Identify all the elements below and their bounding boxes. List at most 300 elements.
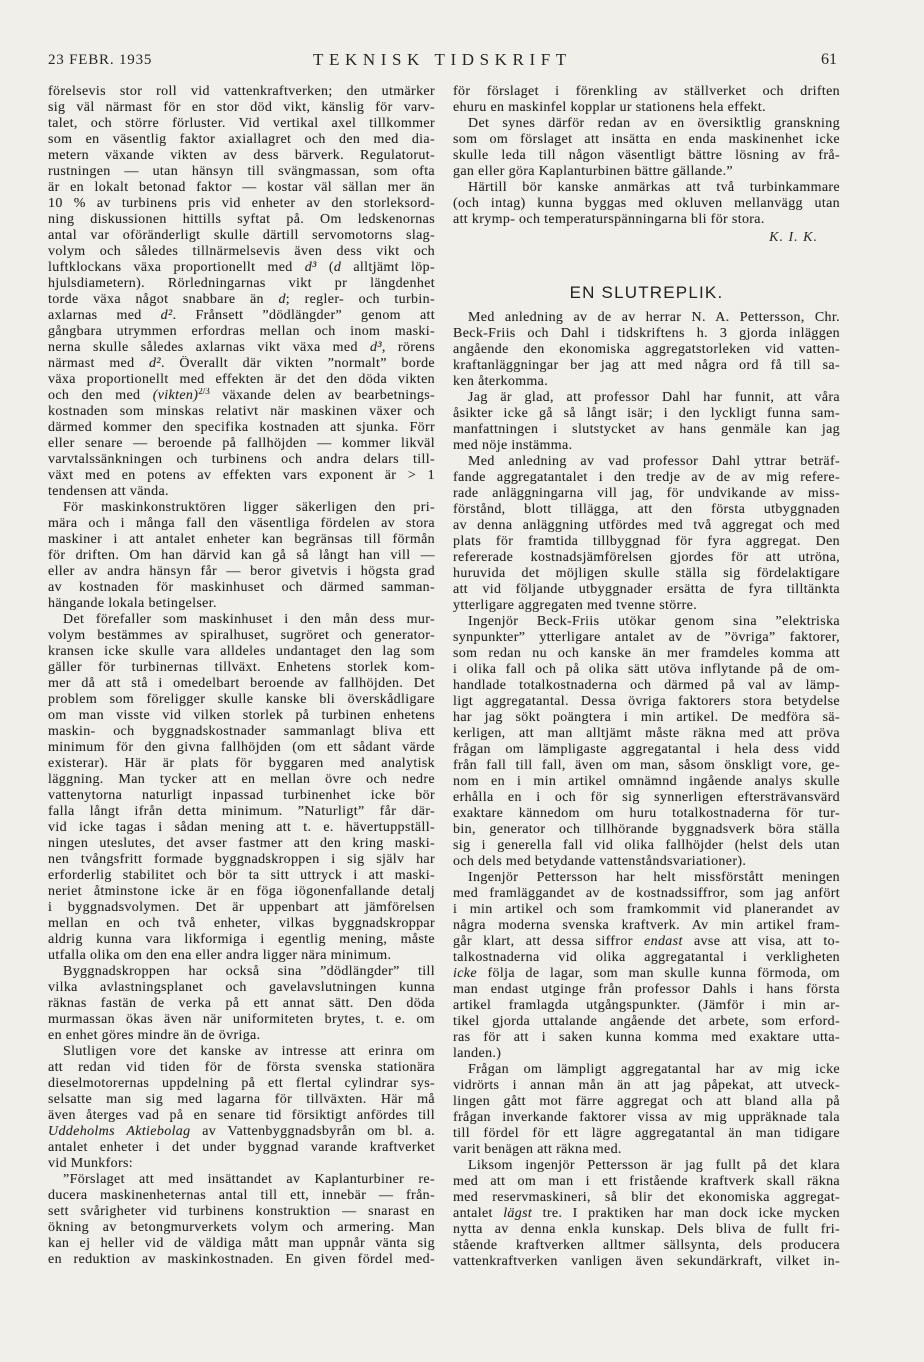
line-text: selsatte man sig med lagarna för tillväxten. Här må [48, 1092, 435, 1107]
text-line [48, 532, 435, 548]
paragraph [48, 964, 435, 1044]
line-text: volym bestämmes av spiralhuset, sugröret och generator- [48, 628, 435, 643]
text-line [48, 516, 435, 532]
line-text: exaktare kännedom om huru totalkostnaderna för tur- [453, 806, 840, 821]
italic-text: icke [453, 966, 477, 981]
text-line [48, 388, 435, 404]
text-line [48, 404, 435, 420]
text-line [48, 788, 435, 804]
line-text: eller av andra hänsyn får — beror givetvis i högsta grad [48, 564, 435, 579]
line-text: rustningen — utan hänsyn till svängmassan, som ofta [48, 164, 435, 179]
line-text: vid icke tagas i sådan mening att t. e. hävertuppställ- [48, 820, 435, 835]
line-text: plats för framtida tillbyggnad för fyra aggregat. Den [453, 534, 840, 549]
line-text: existerar). Här är plats för byggaren med analytisk [48, 756, 435, 771]
line-text: . Överallt där vikten ”normalt” borde [160, 356, 435, 371]
text-line [453, 566, 840, 582]
text-line [453, 1046, 840, 1062]
paragraph [453, 390, 840, 454]
line-text: en enhet göres mindre än de övriga. [48, 1028, 261, 1043]
line-text: alltjämt löp- [341, 260, 435, 275]
text-line [453, 342, 840, 358]
text-line [48, 1028, 435, 1044]
line-text: kan ej heller vid de väldiga mått man uppnår vänta sig [48, 1236, 435, 1251]
line-text: har jag sökt poängtera i min artikel. De medföra sä- [453, 710, 840, 725]
text-line [453, 998, 840, 1014]
text-line [453, 710, 840, 726]
line-text: ytterligare aggregaten med tvenne större. [453, 598, 698, 613]
text-line [48, 452, 435, 468]
line-text: med nöje instämma. [453, 438, 573, 453]
text-line [453, 1174, 840, 1190]
line-text: som redan nu och kanske än mer framdeles komma att [453, 646, 840, 661]
text-line [48, 1076, 435, 1092]
text-line [48, 868, 435, 884]
line-text: fande aggregatantalet i den tredje av de av mig refere- [453, 470, 840, 485]
text-line [48, 820, 435, 836]
text-line [453, 822, 840, 838]
text-line [453, 1078, 840, 1094]
paragraph [453, 310, 840, 390]
line-text: tre. I praktiken har man dock icke mycken [532, 1206, 840, 1221]
line-text: Det förefaller som maskinhuset i den mån dess mur- [63, 612, 435, 627]
text-line [48, 644, 435, 660]
line-text: maskin- och byggnadskostnader sammanlagt bliva ett [48, 724, 435, 739]
line-text: frågan om lämpligaste aggregatantal i hela dess vidd [453, 742, 840, 757]
text-line [453, 854, 840, 870]
italic-text: endast [644, 934, 683, 949]
line-text: mer då att stå i omedelbart beroende av fallhöjden. Det [48, 676, 435, 691]
text-line [453, 1062, 840, 1078]
text-line [48, 948, 435, 964]
issue-date: 23 FEBR. 1935 [48, 52, 153, 68]
line-text: minimum för den givna fallhöjden (om ett sådant värde [48, 740, 435, 755]
text-line [453, 1126, 840, 1142]
line-text: huruvida det möjligen skulle ställa sig fördelaktigare [453, 566, 840, 581]
paragraph [453, 870, 840, 1062]
line-text: Med anledning av vad professor Dahl yttrar beträf- [468, 454, 840, 469]
line-text: landen.) [453, 1046, 502, 1061]
line-text: eller senare — beroende på fallhöjden — kommer likväl [48, 436, 435, 451]
text-line [453, 212, 840, 228]
text-line [453, 678, 840, 694]
line-text: skulle leda till någon väsentligt bättre lösning av frå- [453, 148, 840, 163]
text-line [48, 964, 435, 980]
line-text: sig väl närmast för en stor död vikt, känslig för varv- [48, 100, 435, 115]
text-line [453, 806, 840, 822]
line-text: handlade totalkostnaderna och därmed på val av lämp- [453, 678, 840, 693]
line-text: manfattningen i slutstycket av hans genmäle kan jag [453, 422, 840, 437]
line-text: ökning av betongmurverkets volym och armering. Man [48, 1220, 435, 1235]
line-text: som om förslaget att insätta en enda maskinenhet icke [453, 132, 840, 147]
text-line [453, 180, 840, 196]
superscript-text: 2/3 [198, 388, 210, 396]
line-text: Frågan om lämpligt aggregatantal har av mig icke [468, 1062, 840, 1077]
line-text: gäller för turbinernas tillväxt. Enhetens storlek kom- [48, 660, 435, 675]
line-text: luftklockans växa proportionellt med [48, 260, 305, 275]
text-line [48, 1092, 435, 1108]
line-text: nytta av denna enkla kunskap. Dels bliva de fullt fri- [453, 1222, 840, 1237]
line-text: man endast utginge från professor Dahls i hans första [453, 982, 840, 997]
line-text: att krymp- och temperaturspänningarna bli för stora. [453, 212, 765, 227]
line-text: lingen gått mot färre aggregat och att bland alla på [453, 1094, 840, 1109]
line-text: och den med [48, 388, 153, 403]
text-line [453, 1094, 840, 1110]
line-text: antalet enheter i det under byggnad varande kraftverket [48, 1140, 435, 1155]
text-line [453, 502, 840, 518]
line-text: axlarnas med [48, 308, 161, 323]
line-text: för förslaget i förenkling av ställverket och driften [453, 84, 840, 99]
text-line [453, 662, 840, 678]
paragraph [48, 1172, 435, 1268]
text-line [453, 148, 840, 164]
line-text: erhålla en i och för sig synnerligen eftersträvansvärd [453, 790, 840, 805]
line-text: mära och i många fall den väsentliga fördelen av stora [48, 516, 435, 531]
line-text: vid Munkfors: [48, 1156, 134, 1171]
text-line [48, 500, 435, 516]
paragraph [453, 180, 840, 228]
text-line [48, 100, 435, 116]
text-line [48, 804, 435, 820]
line-text: 10 % av turbinens pris vid enheter av den storleksord- [48, 196, 435, 211]
line-text: hjulsdiametern). Rörledningarnas vikt pr längdenhet [48, 276, 435, 291]
line-text: dieselmotorernas uppdelning på ett flertal cylindrar sys- [48, 1076, 435, 1091]
line-text: går klart, att dessa siffror [453, 934, 645, 949]
line-text: även återges vad på en senare tid försiktigt anfördes till [48, 1108, 435, 1123]
text-line [453, 1222, 840, 1238]
line-text: förelsevis stor roll vid vattenkraftverken; den utmärker [48, 84, 435, 99]
line-text: murmassan ökas även när uniformiteten brytes, t. e. om [48, 1012, 435, 1027]
slutreplik-body [453, 310, 840, 1270]
text-line [48, 836, 435, 852]
text-line [48, 372, 435, 388]
line-text: frågan inverkande faktorer vissa av mig uppräknade tala [453, 1110, 840, 1125]
line-text: Ingenjör Pettersson har helt missförstått meningen [468, 870, 840, 885]
text-line [48, 164, 435, 180]
text-line [453, 116, 840, 132]
line-text: förstånd, blott tillägga, att den första utbyggnaden [453, 502, 840, 517]
line-text: Härtill bör kanske anmärkas att två turbinkammare [468, 180, 840, 195]
text-line [48, 612, 435, 628]
line-text: angående den ekonomiska aggregatstorleken vid vatten- [453, 342, 840, 357]
line-text: ligt aggregatantal. Dessa övriga faktorers stora betydelse [453, 694, 840, 709]
text-line [453, 1238, 840, 1254]
line-text: erforderlig stabilitet och bör ta sitt uttryck i att maski- [48, 868, 435, 883]
text-line [48, 260, 435, 276]
line-text: åsikter icke gå så långt isär; i den lyckligt funna sam- [453, 406, 840, 421]
line-text: i byggnadsvolymen. Det är uppenbart att jämförelsen [48, 900, 435, 915]
text-line [48, 884, 435, 900]
line-text: synpunkter” ytterligare antalet av de ”övriga” faktorer, [453, 630, 840, 645]
text-line [48, 660, 435, 676]
line-text: tikel gjorda uttalande angående det arbete, som erford- [453, 1014, 840, 1029]
line-text: gångbara utrymmen erfordras mellan och inom maski- [48, 324, 435, 339]
paragraph [453, 84, 840, 116]
paragraph [453, 454, 840, 614]
text-line [48, 132, 435, 148]
line-text: i min artikel och som framkommit vid planerandet av [453, 902, 840, 917]
line-text: med framläggandet av de kostnadssiffror, som jag anfört [453, 886, 840, 901]
line-text: refererade kostnadsjämförelsen gjordes för att utröna, [453, 550, 840, 565]
line-text: läggning. Man tycker att en mellan övre och nedre [48, 772, 435, 787]
line-text: därmed kommer den specifika kostnaden att sjunka. Förr [48, 420, 435, 435]
line-text: några moderna svenska kraftverk. Av min artikel fram- [453, 918, 840, 933]
text-line [48, 740, 435, 756]
text-line [453, 902, 840, 918]
paragraph [48, 612, 435, 964]
line-text: volym och således tillnärmelsevis även dess vikt och [48, 244, 435, 259]
line-text: ken återkomma. [453, 374, 549, 389]
text-line [453, 950, 840, 966]
text-line [48, 724, 435, 740]
line-text: problem som föreligger skulle kanske bli överskådligare [48, 692, 435, 707]
line-text: . Frånsett ”dödlängder” genom att [172, 308, 435, 323]
text-line [453, 1110, 840, 1126]
line-text: sett svårigheter vid turbinens konstruktion — snarast en [48, 1204, 435, 1219]
text-line [48, 356, 435, 372]
italic-text: d² [160, 308, 173, 323]
line-text: med reservmaskineri, så blir det ekonomiska aggregat- [453, 1190, 840, 1205]
italic-text: Uddeholms Aktiebolag [48, 1124, 191, 1139]
text-line [48, 564, 435, 580]
line-text: ; regler- och turbin- [285, 292, 435, 307]
text-line [453, 742, 840, 758]
text-line [453, 598, 840, 614]
text-line [48, 1204, 435, 1220]
text-line [48, 1140, 435, 1156]
text-line [48, 292, 435, 308]
line-text: och dels med betydande vattenståndsvariationer). [453, 854, 747, 869]
line-text: Ingenjör Beck-Friis utökar genom sina ”elektriska [468, 614, 840, 629]
line-text: Byggnadskroppen har också sina ”dödlängder” till [63, 964, 435, 979]
text-line [453, 390, 840, 406]
text-line [453, 934, 840, 950]
text-line [48, 996, 435, 1012]
text-line [48, 244, 435, 260]
line-text: växt med en potens av effekten vars exponent är > 1 [48, 468, 435, 483]
line-text: räknas fastän de verka på ett annat sätt. Den döda [48, 996, 435, 1011]
text-line [453, 966, 840, 982]
text-line [453, 870, 840, 886]
text-line [453, 758, 840, 774]
text-line [453, 982, 840, 998]
line-text: växa proportionellt med effekten är det den döda vikten [48, 372, 435, 387]
line-text: ras för att i saken kunna komma med exaktare utta- [453, 1030, 840, 1045]
line-text: antal var oföränderligt skulle därtill servomotorns slag- [48, 228, 435, 243]
text-line [453, 646, 840, 662]
text-line [453, 518, 840, 534]
text-line [48, 468, 435, 484]
line-text: med att om man i ett fristående kraftverk skall räkna [453, 1174, 840, 1189]
paragraph [453, 116, 840, 180]
italic-text: (vikten) [152, 388, 199, 403]
text-line [48, 1156, 435, 1172]
journal-title: TEKNISK TIDSKRIFT [313, 50, 572, 69]
text-line [453, 550, 840, 566]
text-line [48, 676, 435, 692]
text-line [453, 1158, 840, 1174]
text-line [48, 756, 435, 772]
line-text: ehuru en maskinfel kopplar ur stationens hela effekt. [453, 100, 766, 115]
text-line [48, 116, 435, 132]
text-line [48, 1236, 435, 1252]
text-line [48, 596, 435, 612]
text-line [453, 582, 840, 598]
line-text: Det synes därför redan av en översiktlig granskning [468, 116, 840, 131]
text-line [48, 1044, 435, 1060]
line-text: nerna skulle således axlarnas vikt växa med [48, 340, 370, 355]
line-text: neriet åtminstone icke är en föga iögonenfallande detalj [48, 884, 435, 899]
line-text: vattenytorna naturligt inpassad turbinenhet icke bör [48, 788, 435, 803]
line-text: antalet [453, 1206, 504, 1221]
text-line [453, 534, 840, 550]
line-text: utfalla olika om den ena eller andra ligger nära minimum. [48, 948, 392, 963]
text-line [453, 100, 840, 116]
line-text: rade anläggningarna vill jag, för undvikande av miss- [453, 486, 840, 501]
text-line [453, 838, 840, 854]
paragraph [453, 614, 840, 870]
line-text: om man visste vid vilken storlek på turbinen enhetens [48, 708, 435, 723]
line-text: Liksom ingenjör Pettersson är jag fullt på det klara [468, 1158, 840, 1173]
text-line [48, 340, 435, 356]
text-line [48, 276, 435, 292]
text-line [48, 180, 435, 196]
line-text: vilka avlastningsplanet och gavelavslutningen kunna [48, 980, 435, 995]
text-line [48, 1188, 435, 1204]
line-text: till fördel för ett lägre aggregatantal än man tidigare [453, 1126, 840, 1141]
text-line [48, 1220, 435, 1236]
text-line [48, 196, 435, 212]
text-line [48, 84, 435, 100]
line-text: närmast med [48, 356, 150, 371]
text-line [48, 900, 435, 916]
text-line [48, 916, 435, 932]
line-text: som en väsentlig faktor axiallagret och den med dia- [48, 132, 435, 147]
page-number: 61 [821, 51, 837, 68]
paragraph [453, 1062, 840, 1158]
line-text: av denna anläggning utfördes med två aggregat och med [453, 518, 840, 533]
line-text: nom en i min artikel omnämnd ingående analys skulle [453, 774, 840, 789]
text-line [453, 694, 840, 710]
line-text: tendensen att vända. [48, 484, 169, 499]
line-text: ning diskussionen hittills syftat på. Om ledskenornas [48, 212, 435, 227]
text-line [48, 692, 435, 708]
italic-text: d³ [304, 260, 317, 275]
text-line [453, 790, 840, 806]
line-text: , rörens [381, 340, 435, 355]
text-line [453, 1014, 840, 1030]
text-line [453, 630, 840, 646]
line-text: artikel framlagda utgångspunkter. (Jämför i min ar- [453, 998, 840, 1013]
line-text: stående kraftverken alltmer sällsynta, dels producera [453, 1238, 840, 1253]
line-text: växande delen av bearbetnings- [209, 388, 435, 403]
text-line [453, 374, 840, 390]
text-line [453, 438, 840, 454]
line-text: maskiner i att antalet enheter kan begränsas till förmån [48, 532, 435, 547]
text-line [48, 228, 435, 244]
text-line [453, 1190, 840, 1206]
text-line [453, 774, 840, 790]
text-line [453, 84, 840, 100]
paragraph [48, 84, 435, 500]
line-text: gan eller göra Kaplanturbinen bättre gällande.” [453, 164, 733, 179]
text-line [48, 708, 435, 724]
line-text: torde växa något snabbare än [48, 292, 279, 307]
line-text: vattenkraftverken vanligen även sekundärkraft, vilket in- [453, 1254, 840, 1269]
text-line [48, 628, 435, 644]
line-text: kostnaden som minskas relativt när maskinen växer och [48, 404, 435, 419]
text-line [453, 486, 840, 502]
line-text: (och intag) kunna byggas med okluven mellanvägg utan [453, 196, 840, 211]
text-line [453, 1142, 840, 1158]
line-text: ningen uteslutes, det avser fastmer att den kring maski- [48, 836, 435, 851]
line-text: hängande lokala betingelser. [48, 596, 217, 611]
line-text: är en lokalt betonad faktor — kostar väl sällan mer än [48, 180, 435, 195]
line-text: varit benägen att räkna med. [453, 1142, 622, 1157]
paragraph [48, 1044, 435, 1172]
text-line [453, 164, 840, 180]
italic-text: d² [149, 356, 161, 371]
text-line [453, 422, 840, 438]
line-text: aldrig kunna vara likformiga i egentlig mening, måste [48, 932, 435, 947]
line-text: talet, och större förluster. Vid vertikal axel tillkommer [48, 116, 435, 131]
paragraph [48, 500, 435, 612]
text-line [48, 308, 435, 324]
line-text: talkostnaderna vid olika aggregatantal i verkligheten [453, 950, 840, 965]
text-line [48, 932, 435, 948]
line-text: ( [316, 260, 334, 275]
text-line [48, 436, 435, 452]
line-text: Med anledning av de av herrar N. A. Pettersson, Chr. [468, 310, 840, 325]
line-text: kraftanläggningar ber jag att med några ord få till sa- [453, 358, 840, 373]
text-line [48, 484, 435, 500]
text-line [48, 420, 435, 436]
text-line [48, 548, 435, 564]
text-line [48, 212, 435, 228]
italic-text: d [333, 260, 342, 275]
text-line [453, 470, 840, 486]
line-text: bin, generator och tillhörande byggnadsverk böra ställa [453, 822, 840, 837]
line-text: avse att visa, att to- [682, 934, 840, 949]
text-line [48, 1172, 435, 1188]
italic-text: d³ [370, 340, 382, 355]
left-column [48, 84, 435, 1268]
line-text: kransen icke skulle vara alldeles undantaget den lag som [48, 644, 435, 659]
line-text: kerligen, att man alltjämt måste räkna med att pröva [453, 726, 840, 741]
text-line [453, 726, 840, 742]
line-text: att redan vid tiden för de första svenska stationära [48, 1060, 435, 1075]
line-text: För maskinkonstruktören ligger säkerligen den pri- [63, 500, 435, 515]
text-line [48, 852, 435, 868]
line-text: en reduktion av maskinkostnaden. En given fördel med- [48, 1252, 435, 1267]
text-line [48, 1060, 435, 1076]
line-text: falla långt ifrån detta minimum. ”Naturligt” får där- [48, 804, 435, 819]
line-text: av kostnaden för maskinhuset och därmed samman- [48, 580, 435, 595]
line-text: sig i generella fall vid olika fallhöjder (helst dels utan [453, 838, 840, 853]
line-text: för driften. Om han därvid kan gå så långt han vill — [48, 548, 435, 563]
line-text: Slutligen vore det kanske av intresse att erinra om [63, 1044, 435, 1059]
text-line [453, 358, 840, 374]
text-line [453, 918, 840, 934]
text-line [453, 196, 840, 212]
author-signature: K. I. K. [769, 230, 818, 245]
text-line [453, 326, 840, 342]
line-text: i olika fall och på olika sätt utöva inflytande på de om- [453, 662, 840, 677]
text-line [453, 406, 840, 422]
text-line [453, 1030, 840, 1046]
italic-text: lägst [503, 1206, 533, 1221]
line-text: vidrörts i annan mån än att jag påpekat, att utveck- [453, 1078, 840, 1093]
paragraph [453, 1158, 840, 1270]
